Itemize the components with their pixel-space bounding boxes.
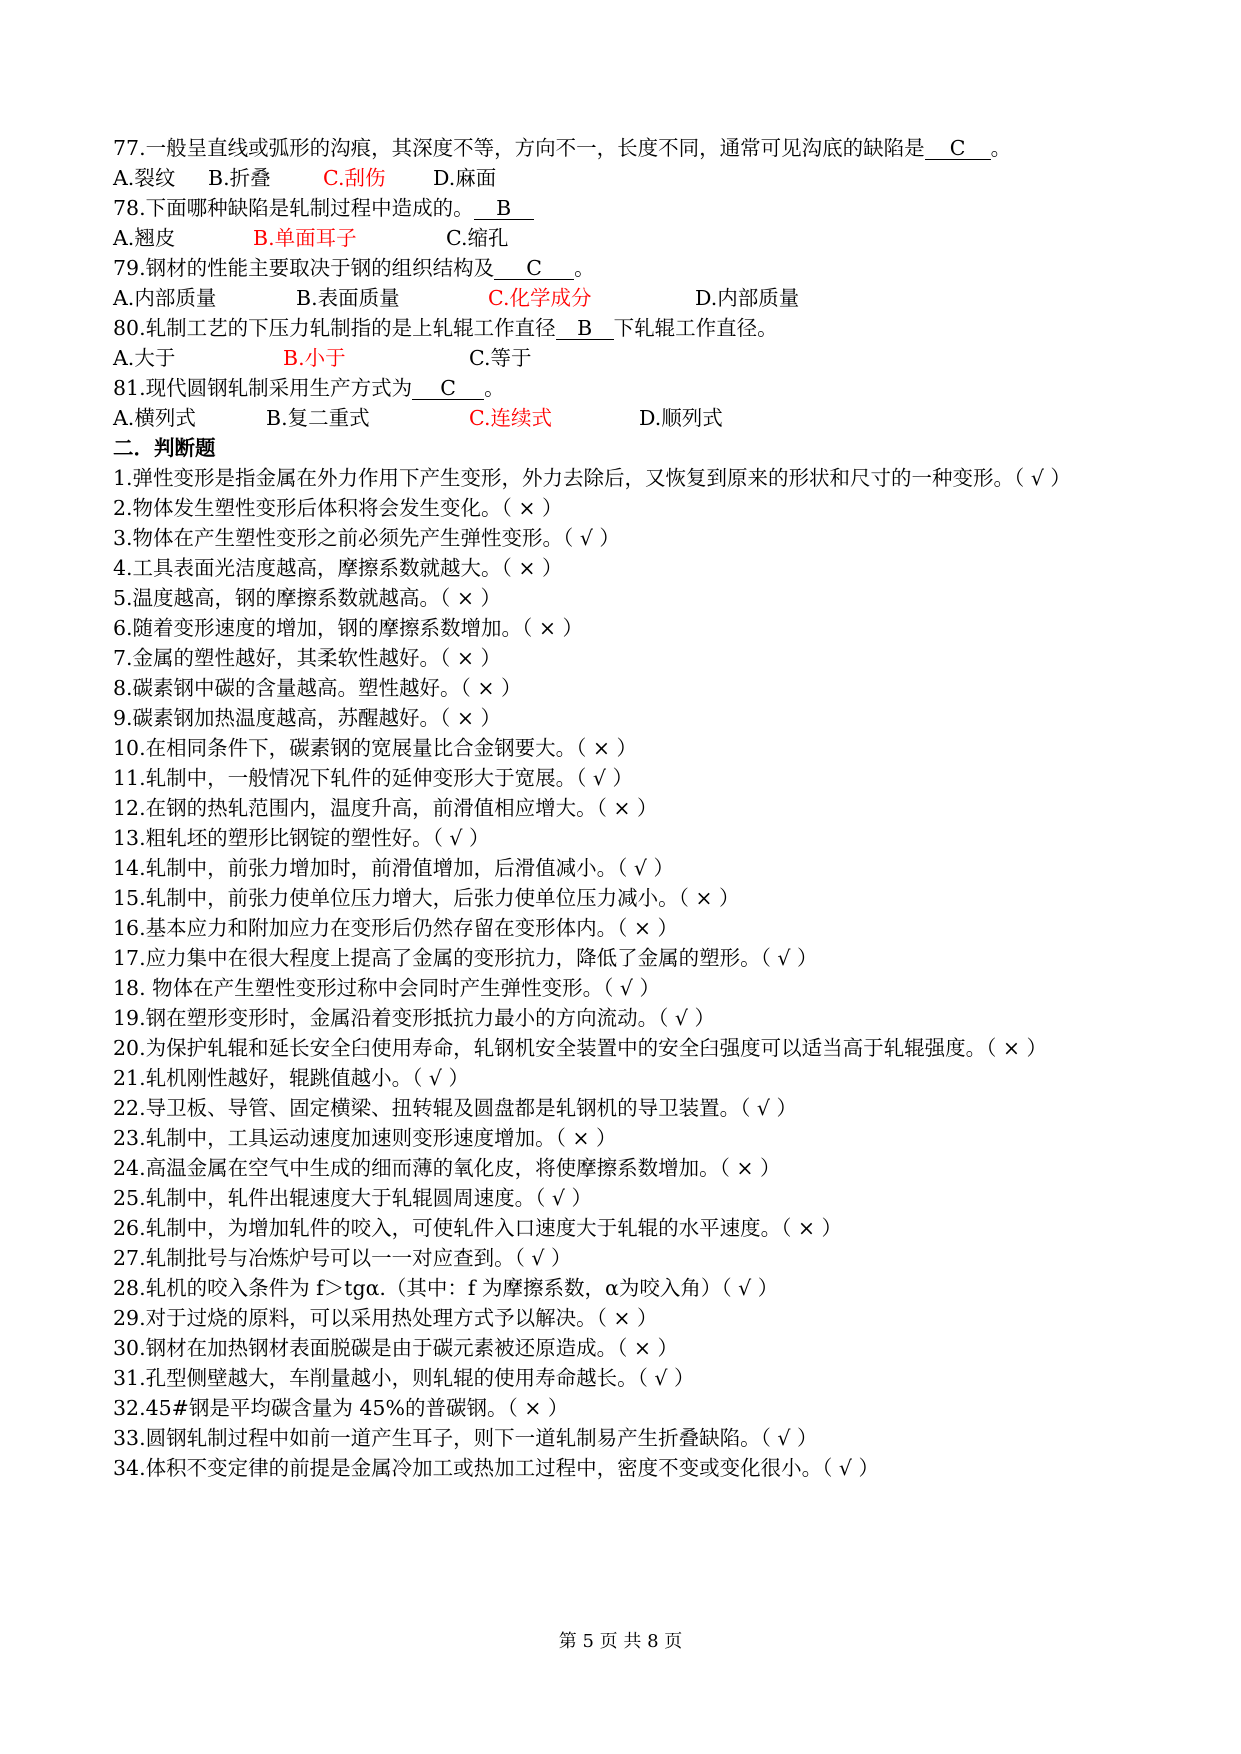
option-b: B.表面质量 (296, 286, 400, 310)
judgment-item: 25.轧制中，轧件出辊速度大于轧辊圆周速度。（ √ ） (113, 1186, 592, 1210)
judgment-item: 8.碳素钢中碳的含量越高。塑性越好。（ × ） (113, 676, 522, 700)
option-a: A.横列式 (113, 406, 196, 430)
option-c-correct: C.化学成分 (488, 286, 592, 310)
answer-blank: C (412, 377, 484, 400)
question-77 (113, 135, 1011, 161)
answer-blank: B (556, 317, 614, 340)
section-heading-judgment: 二．判断题 (113, 436, 216, 460)
judgment-item: 30.钢材在加热钢材表面脱碳是由于碳元素被还原造成。（ × ） (113, 1336, 679, 1360)
judgment-item: 7.金属的塑性越好，其柔软性越好。（ × ） (113, 646, 502, 670)
option-b-correct: B.小于 (283, 346, 346, 370)
judgment-item: 9.碳素钢加热温度越高，苏醒越好。（ × ） (113, 706, 502, 730)
option-a: A.裂纹 (113, 166, 176, 190)
option-a: A.内部质量 (113, 286, 217, 310)
question-78-text: 78.下面哪种缺陷是轧制过程中造成的。 (113, 196, 474, 220)
judgment-item: 2.物体发生塑性变形后体积将会发生变化。（ × ） (113, 496, 563, 520)
question-79-suffix: 。 (574, 256, 595, 280)
judgment-item: 19.钢在塑形变形时，金属沿着变形抵抗力最小的方向流动。（ √ ） (113, 1006, 715, 1030)
judgment-item: 26.轧制中，为增加轧件的咬入，可使轧件入口速度大于轧辊的水平速度。（ × ） (113, 1216, 843, 1240)
answer-blank: C (494, 257, 574, 280)
judgment-item: 33.圆钢轧制过程中如前一道产生耳子，则下一道轧制易产生折叠缺陷。（ √ ） (113, 1426, 818, 1450)
judgment-item: 27.轧制批号与冶炼炉号可以一一对应查到。（ √ ） (113, 1246, 572, 1270)
judgment-item: 28.轧机的咬入条件为 f＞tgα.（其中：f 为摩擦系数，α为咬入角）（ √ ） (113, 1276, 779, 1300)
question-80-suffix: 下轧辊工作直径。 (613, 316, 778, 340)
question-77-suffix: 。 (990, 136, 1012, 160)
judgment-item: 10.在相同条件下，碳素钢的宽展量比合金钢要大。（ × ） (113, 736, 638, 760)
judgment-item: 29.对于过烧的原料，可以采用热处理方式予以解决。（ × ） (113, 1306, 658, 1330)
question-81 (113, 375, 505, 401)
option-b: B.复二重式 (266, 406, 370, 430)
judgment-item: 6.随着变形速度的增加，钢的摩擦系数增加。（ × ） (113, 616, 584, 640)
question-78 (113, 195, 534, 221)
question-79-text: 79.钢材的性能主要取决于钢的组织结构及 (113, 256, 495, 280)
option-c-correct: C.刮伤 (323, 166, 386, 190)
judgment-item: 21.轧机刚性越好，辊跳值越小。（ √ ） (113, 1066, 469, 1090)
option-b: B.折叠 (208, 166, 271, 190)
answer-blank: B (474, 197, 534, 220)
page-footer: 第 5 页 共 8 页 (558, 1631, 683, 1652)
question-81-suffix: 。 (484, 376, 505, 400)
judgment-item: 32.45#钢是平均碳含量为 45%的普碳钢。（ × ） (113, 1396, 569, 1420)
judgment-item: 31.孔型侧壁越大，车削量越小，则轧辊的使用寿命越长。（ √ ） (113, 1366, 695, 1390)
judgment-item: 15.轧制中，前张力使单位压力增大，后张力使单位压力减小。（ × ） (113, 886, 740, 910)
question-80 (113, 315, 778, 341)
question-81-text: 81.现代圆钢轧制采用生产方式为 (113, 376, 413, 400)
judgment-item: 16.基本应力和附加应力在变形后仍然存留在变形体内。（ × ） (113, 916, 679, 940)
option-c-correct: C.连续式 (469, 406, 552, 430)
judgment-item: 11.轧制中，一般情况下轧件的延伸变形大于宽展。（ √ ） (113, 766, 633, 790)
question-80-text: 80.轧制工艺的下压力轧制指的是上轧辊工作直径 (113, 316, 556, 340)
option-a: A.翘皮 (113, 226, 176, 250)
option-d: D.顺列式 (639, 406, 723, 430)
judgment-item: 3.物体在产生塑性变形之前必须先产生弹性变形。（ √ ） (113, 526, 620, 550)
option-d: D.麻面 (433, 166, 497, 190)
judgment-item: 12.在钢的热轧范围内，温度升高，前滑值相应增大。（ × ） (113, 796, 658, 820)
judgment-item: 5.温度越高，钢的摩擦系数就越高。（ × ） (113, 586, 502, 610)
judgment-item: 4.工具表面光洁度越高，摩擦系数就越大。（ × ） (113, 556, 563, 580)
option-c: C.缩孔 (446, 226, 509, 250)
judgment-item: 14.轧制中，前张力增加时，前滑值增加，后滑值减小。（ √ ） (113, 856, 674, 880)
judgment-item: 34.体积不变定律的前提是金属冷加工或热加工过程中，密度不变或变化很小。（ √ ） (113, 1456, 879, 1480)
judgment-item: 22.导卫板、导管、固定横梁、扭转辊及圆盘都是轧钢机的导卫装置。（ √ ） (113, 1096, 797, 1120)
judgment-item: 1.弹性变形是指金属在外力作用下产生变形，外力去除后，又恢复到原来的形状和尺寸的一种变形。（ √ ） (113, 466, 1071, 490)
option-d: D.内部质量 (695, 286, 800, 310)
judgment-item: 13.粗轧坯的塑形比钢锭的塑性好。（ √ ） (113, 826, 490, 850)
answer-blank: C (925, 137, 991, 160)
judgment-item: 23.轧制中，工具运动速度加速则变形速度增加。（ × ） (113, 1126, 617, 1150)
judgment-item: 18. 物体在产生塑性变形过称中会同时产生弹性变形。（ √ ） (113, 976, 660, 1000)
option-a: A.大于 (113, 346, 176, 370)
option-b-correct: B.单面耳子 (253, 226, 357, 250)
judgment-item: 20.为保护轧辊和延长安全臼使用寿命，轧钢机安全装置中的安全臼强度可以适当高于轧辊强度。（ × ） (113, 1036, 1048, 1060)
question-79 (113, 255, 595, 281)
question-77-text: 77.一般呈直线或弧形的沟痕，其深度不等，方向不一，长度不同，通常可见沟底的缺陷是 (113, 136, 925, 160)
option-c: C.等于 (469, 346, 532, 370)
judgment-item: 17.应力集中在很大程度上提高了金属的变形抗力，降低了金属的塑形。（ √ ） (113, 946, 818, 970)
judgment-item: 24.高温金属在空气中生成的细而薄的氧化皮，将使摩擦系数增加。（ × ） (113, 1156, 781, 1180)
